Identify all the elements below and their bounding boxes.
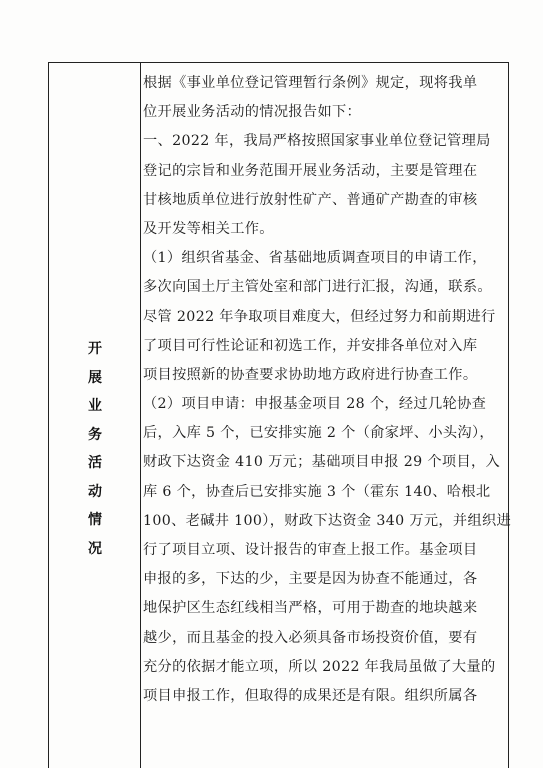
body-line: 充分的依据才能立项，所以 2022 年我局虽做了大量的 [143,658,496,675]
body-line: 多次向国土厅主管处室和部门进行汇报，沟通，联系。 [143,279,492,296]
section-label-char: 展 [88,369,102,386]
section-label-char: 情 [88,512,102,528]
body-line: 地保护区生态红线相当严格，可用于勘查的地块越来 [143,600,478,617]
section-label-char: 业 [88,398,102,414]
label-column [49,63,141,768]
section-label-char: 开 [88,341,102,357]
body-line: 项目申报工作，但取得的成果还是有限。组织所属各 [143,687,478,704]
section-label-char: 动 [88,483,102,500]
body-line: 财政下达资金 410 万元；基础项目申报 29 个项目，入 [143,454,501,471]
section-label-char: 况 [88,540,102,557]
body-line: 甘核地质单位进行放射性矿产、普通矿产勘查的审核 [143,191,478,208]
body-line: 登记的宗旨和业务范围开展业务活动，主要是管理在 [143,162,478,179]
body-line: 项目按照新的协查要求协助地方政府进行协查工作。 [143,366,478,383]
body-line: 越少，而且基金的投入必须具备市场投资价值，要有 [143,629,478,646]
section-label-char: 活 [88,455,102,471]
report-body [143,69,512,711]
body-line: 根据《事业单位登记管理暂行条例》规定，现将我单 [143,75,478,91]
body-line: 后，入库 5 个，已安排实施 2 个（俞家坪、小头沟）， [143,425,494,442]
body-line: 及开发等相关工作。 [143,220,274,237]
section-label [49,335,141,563]
section-label-char: 务 [88,426,102,443]
body-line: 行了项目立项、设计报告的审查上报工作。基金项目 [143,542,478,558]
body-line: （2）项目申请：申报基金项目 28 个，经过几轮协查 [143,396,487,413]
body-line: （1）组织省基金、省基础地质调查项目的申请工作， [143,250,487,267]
body-line: 库 6 个，协查后已安排实施 3 个（霍东 140、哈根北 [143,483,491,500]
body-line: 位开展业务活动的情况报告如下： [143,104,362,121]
report-table [48,62,512,768]
body-line: 一、2022 年，我局严格按照国家事业单位登记管理局 [143,133,491,150]
body-line: 100、老碱井 100），财政下达资金 340 万元，并组织进 [143,512,512,529]
body-line: 了项目可行性论证和初选工作，并安排各单位对入库 [143,337,478,354]
body-line: 申报的多，下达的少，主要是因为协查不能通过，各 [143,571,478,588]
body-line: 尽管 2022 年争取项目难度大，但经过努力和前期进行 [143,308,496,325]
